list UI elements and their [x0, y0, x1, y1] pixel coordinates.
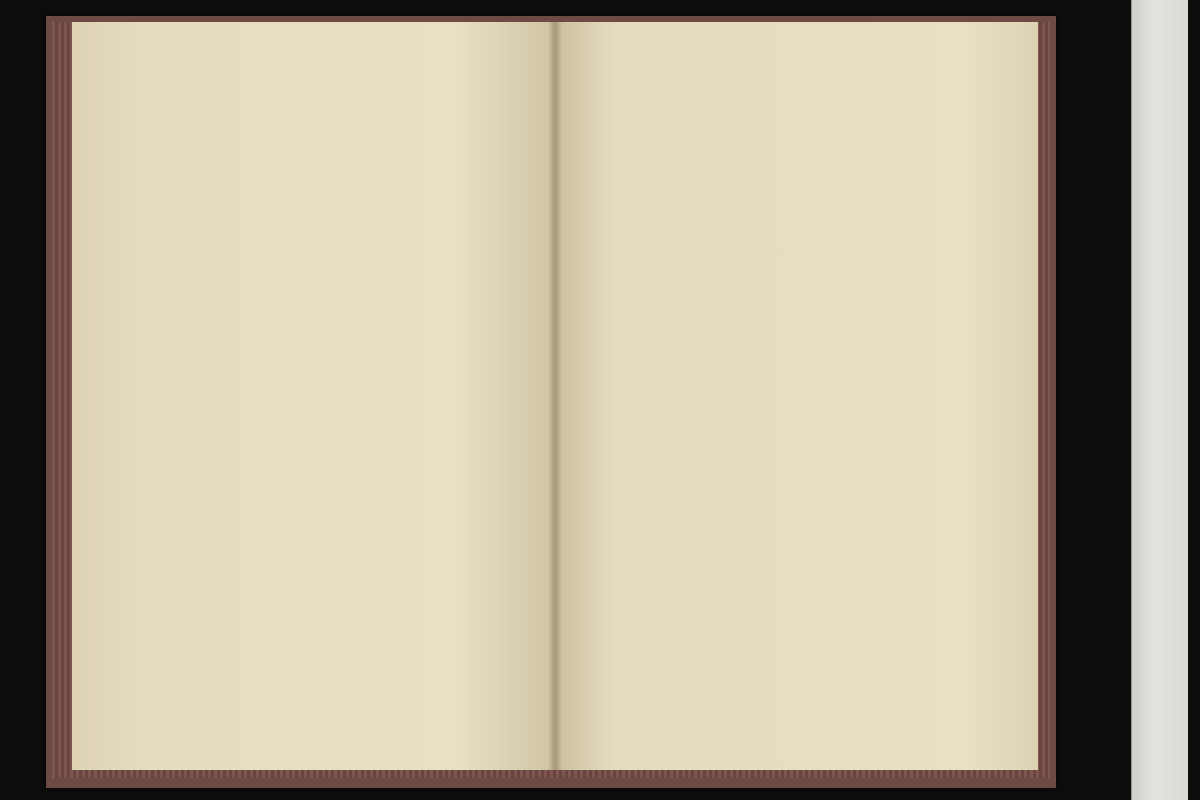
left-page	[72, 22, 556, 770]
measuring-ruler	[1131, 0, 1188, 800]
book-gutter	[548, 22, 562, 770]
right-page	[556, 22, 1038, 770]
